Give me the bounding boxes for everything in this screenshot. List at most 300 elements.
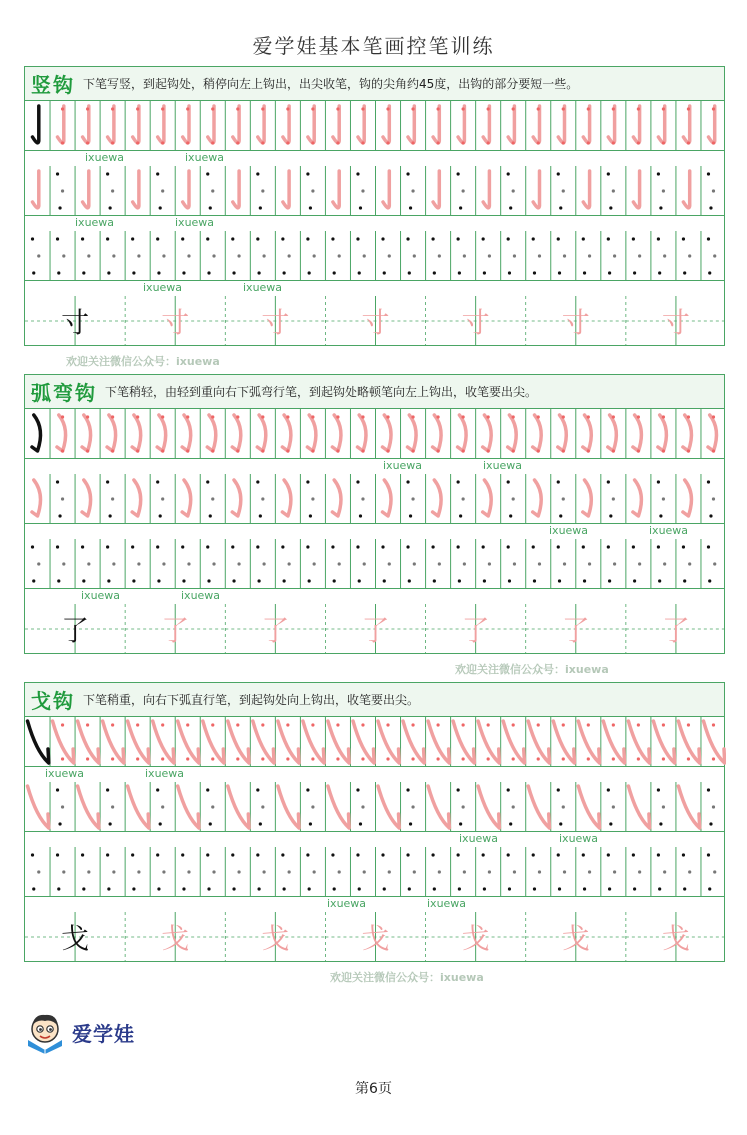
guide-dot <box>338 870 341 873</box>
guide-dot <box>712 805 715 808</box>
guide-dot <box>157 887 160 890</box>
guide-dot <box>161 723 164 726</box>
guide-dot <box>356 480 359 483</box>
model-stroke <box>28 721 49 763</box>
guide-dot <box>436 757 439 760</box>
guide-dot <box>358 579 361 582</box>
guide-dot <box>136 449 139 452</box>
trace-stroke <box>258 106 264 143</box>
guide-dot <box>181 237 184 240</box>
guide-dot <box>32 887 35 890</box>
guide-dot <box>157 579 160 582</box>
guide-dot <box>662 449 665 452</box>
guide-dot <box>311 805 314 808</box>
guide-dot <box>659 206 662 209</box>
guide-dot <box>408 271 411 274</box>
trace-stroke <box>283 106 289 143</box>
guide-dot <box>563 562 566 565</box>
guide-dot <box>356 545 359 548</box>
guide-dot <box>261 107 264 110</box>
guide-dot <box>107 579 110 582</box>
stroke-description: 下笔写竖，到起钩处，稍停向左上钩出，出尖收笔，钩的尖角约45度，出钩的部分要短一些。 <box>83 77 579 91</box>
guide-dot <box>463 254 466 257</box>
guide-dot <box>232 887 235 890</box>
trace-stroke <box>408 106 414 143</box>
stroke-name: 弧弯钩 <box>31 381 97 405</box>
guide-dot <box>388 562 391 565</box>
guide-dot <box>259 514 262 517</box>
guide-dot <box>457 545 460 548</box>
guide-dot <box>86 723 89 726</box>
guide-dot <box>637 449 640 452</box>
guide-dot <box>537 449 540 452</box>
guide-dot <box>431 853 434 856</box>
trace-stroke <box>257 415 266 451</box>
model-character: 戈 <box>61 922 90 955</box>
guide-dot <box>513 870 516 873</box>
guide-dot <box>311 497 314 500</box>
guide-dot <box>688 254 691 257</box>
guide-dot <box>256 237 259 240</box>
guide-dot <box>406 480 409 483</box>
guide-dot <box>607 172 610 175</box>
guide-dot <box>409 206 412 209</box>
guide-dot <box>537 141 540 144</box>
guide-dot <box>331 853 334 856</box>
guide-dot <box>288 562 291 565</box>
guide-dot <box>308 887 311 890</box>
trace-stroke <box>28 786 49 828</box>
guide-dot <box>61 189 64 192</box>
guide-dot <box>712 497 715 500</box>
guide-dot <box>662 189 665 192</box>
guide-dot <box>558 271 561 274</box>
guide-dot <box>533 271 536 274</box>
guide-dot <box>712 189 715 192</box>
trace-stroke <box>433 106 439 143</box>
trace-stroke <box>132 480 140 516</box>
guide-dot <box>306 853 309 856</box>
guide-dot <box>687 757 690 760</box>
trace-character: 了 <box>561 614 590 647</box>
guide-dot <box>712 449 715 452</box>
trace-stroke <box>128 721 149 763</box>
guide-dot <box>61 449 64 452</box>
guide-dot <box>512 449 515 452</box>
guide-dot <box>662 107 665 110</box>
guide-dot <box>211 497 214 500</box>
guide-dot <box>608 271 611 274</box>
guide-dot <box>107 887 110 890</box>
trace-stroke <box>332 480 341 516</box>
section-slant-hook <box>24 682 725 962</box>
guide-dot <box>457 237 460 240</box>
guide-dot <box>356 172 359 175</box>
trace-stroke <box>178 721 199 763</box>
watermark: ixuewa <box>559 832 599 845</box>
row-gap <box>24 459 725 474</box>
row-gap <box>24 524 725 539</box>
guide-dot <box>482 545 485 548</box>
watermark: ixuewa <box>175 216 215 229</box>
guide-dot <box>131 545 134 548</box>
trace-character: 寸 <box>461 306 490 339</box>
guide-dot <box>411 723 414 726</box>
guide-dot <box>512 497 515 500</box>
practice-row-trace-full <box>24 717 725 767</box>
guide-dot <box>632 545 635 548</box>
guide-dot <box>111 805 114 808</box>
stroke-description: 下笔稍轻，由轻到重向右下弧弯行笔，到起钩处略顿笔向左上钩出，收笔要出尖。 <box>105 385 538 399</box>
guide-dot <box>708 887 711 890</box>
guide-dot <box>657 480 660 483</box>
guide-dot <box>462 141 465 144</box>
guide-dot <box>512 805 515 808</box>
guide-dot <box>207 579 210 582</box>
guide-dot <box>612 449 615 452</box>
guide-dot <box>87 870 90 873</box>
guide-dot <box>211 141 214 144</box>
guide-dot <box>206 480 209 483</box>
guide-dot <box>406 853 409 856</box>
row-gap <box>24 767 725 782</box>
guide-dot <box>459 822 462 825</box>
guide-dot <box>411 189 414 192</box>
guide-dot <box>206 545 209 548</box>
guide-dot <box>537 415 540 418</box>
guide-dot <box>211 723 214 726</box>
trace-stroke <box>533 415 542 451</box>
guide-dot <box>583 579 586 582</box>
guide-dot <box>483 271 486 274</box>
model-character: 寸 <box>61 306 90 339</box>
trace-stroke <box>378 786 399 828</box>
guide-dot <box>713 870 716 873</box>
trace-stroke <box>233 171 239 208</box>
guide-dot <box>333 887 336 890</box>
guide-dot <box>662 497 665 500</box>
guide-dot <box>406 237 409 240</box>
trace-stroke <box>578 786 599 828</box>
guide-dot <box>111 415 114 418</box>
section-header <box>24 66 725 101</box>
guide-dot <box>359 206 362 209</box>
guide-dot <box>483 887 486 890</box>
trace-stroke <box>108 106 114 143</box>
guide-dot <box>408 579 411 582</box>
guide-dot <box>436 449 439 452</box>
guide-dot <box>86 141 89 144</box>
guide-dot <box>457 172 460 175</box>
guide-dot <box>633 887 636 890</box>
guide-dot <box>612 805 615 808</box>
row-gap <box>24 589 725 604</box>
trace-stroke <box>32 480 41 516</box>
guide-dot <box>261 449 264 452</box>
guide-dot <box>381 545 384 548</box>
guide-dot <box>436 107 439 110</box>
guide-dot <box>459 514 462 517</box>
guide-dot <box>406 788 409 791</box>
trace-stroke <box>628 786 649 828</box>
watermark: ixuewa <box>143 281 183 294</box>
guide-dot <box>512 757 515 760</box>
guide-dot <box>32 579 35 582</box>
guide-dot <box>588 562 591 565</box>
guide-dot <box>458 887 461 890</box>
trace-stroke <box>558 415 566 451</box>
guide-dot <box>457 480 460 483</box>
guide-dot <box>106 853 109 856</box>
guide-dot <box>212 562 215 565</box>
guide-dot <box>132 271 135 274</box>
guide-dot <box>336 415 339 418</box>
page-title: 爱学娃基本笔画控笔训练 <box>252 34 495 58</box>
guide-dot <box>211 757 214 760</box>
guide-dot <box>657 172 660 175</box>
guide-dot <box>608 887 611 890</box>
guide-dot <box>207 271 210 274</box>
guide-dot <box>557 545 560 548</box>
guide-dot <box>386 415 389 418</box>
trace-stroke <box>333 106 339 143</box>
guide-dot <box>56 237 59 240</box>
trace-stroke <box>82 415 90 451</box>
trace-stroke <box>528 786 549 828</box>
row-gap <box>24 897 725 912</box>
guide-dot <box>286 107 289 110</box>
guide-dot <box>62 254 65 257</box>
guide-dot <box>431 237 434 240</box>
guide-dot <box>311 415 314 418</box>
guide-dot <box>57 887 60 890</box>
practice-row-character <box>24 296 725 346</box>
guide-dot <box>361 141 364 144</box>
guide-dot <box>112 562 115 565</box>
guide-dot <box>162 870 165 873</box>
guide-dot <box>313 562 316 565</box>
trace-stroke <box>133 171 139 208</box>
guide-dot <box>87 254 90 257</box>
guide-dot <box>562 189 565 192</box>
guide-dot <box>662 415 665 418</box>
trace-stroke <box>628 721 649 763</box>
guide-dot <box>709 206 712 209</box>
guide-dot <box>411 415 414 418</box>
guide-dot <box>338 254 341 257</box>
guide-dot <box>411 497 414 500</box>
guide-dot <box>236 757 239 760</box>
guide-dot <box>186 723 189 726</box>
guide-dot <box>111 189 114 192</box>
guide-dot <box>663 870 666 873</box>
trace-stroke <box>508 415 516 451</box>
guide-dot <box>562 141 565 144</box>
guide-dot <box>637 107 640 110</box>
guide-dot <box>462 497 465 500</box>
guide-dot <box>81 237 84 240</box>
guide-dot <box>286 449 289 452</box>
guide-dot <box>533 887 536 890</box>
guide-dot <box>257 887 260 890</box>
guide-dot <box>288 254 291 257</box>
guide-dot <box>181 545 184 548</box>
guide-dot <box>713 254 716 257</box>
guide-dot <box>186 141 189 144</box>
guide-dot <box>438 254 441 257</box>
guide-dot <box>283 887 286 890</box>
guide-dot <box>256 480 259 483</box>
guide-dot <box>707 545 710 548</box>
guide-dot <box>558 887 561 890</box>
guide-dot <box>562 805 565 808</box>
guide-dot <box>306 788 309 791</box>
guide-dot <box>137 562 140 565</box>
guide-dot <box>288 870 291 873</box>
guide-dot <box>187 562 190 565</box>
footnote: 欢迎关注微信公众号：ixuewa <box>330 971 484 984</box>
guide-dot <box>533 579 536 582</box>
guide-dot <box>411 449 414 452</box>
trace-stroke <box>158 106 164 143</box>
trace-stroke <box>253 721 274 763</box>
trace-stroke <box>678 721 699 763</box>
guide-dot <box>409 822 412 825</box>
guide-dot <box>56 545 59 548</box>
guide-dot <box>436 415 439 418</box>
watermark: ixuewa <box>649 524 689 537</box>
guide-dot <box>61 415 64 418</box>
guide-dot <box>58 822 61 825</box>
guide-dot <box>559 822 562 825</box>
guide-dot <box>588 870 591 873</box>
guide-dot <box>663 254 666 257</box>
guide-dot <box>613 562 616 565</box>
trace-stroke <box>207 415 215 451</box>
guide-dot <box>186 415 189 418</box>
guide-dot <box>411 757 414 760</box>
guide-dot <box>512 723 515 726</box>
brand-logo <box>24 1010 135 1054</box>
guide-dot <box>236 449 239 452</box>
trace-stroke <box>58 106 64 143</box>
guide-dot <box>512 107 515 110</box>
guide-dot <box>408 887 411 890</box>
trace-stroke <box>178 786 199 828</box>
guide-dot <box>132 579 135 582</box>
guide-dot <box>657 853 660 856</box>
guide-dot <box>81 545 84 548</box>
guide-dot <box>431 545 434 548</box>
guide-dot <box>112 254 115 257</box>
guide-dot <box>261 189 264 192</box>
trace-stroke <box>282 415 290 451</box>
guide-dot <box>231 853 234 856</box>
trace-stroke <box>533 171 539 208</box>
guide-dot <box>311 107 314 110</box>
guide-dot <box>709 822 712 825</box>
guide-dot <box>262 562 265 565</box>
guide-dot <box>333 271 336 274</box>
watermark: ixuewa <box>459 832 499 845</box>
guide-dot <box>182 887 185 890</box>
guide-dot <box>383 579 386 582</box>
guide-dot <box>131 237 134 240</box>
guide-dot <box>612 107 615 110</box>
guide-dot <box>31 853 34 856</box>
trace-character: 了 <box>261 614 290 647</box>
trace-stroke <box>678 786 699 828</box>
guide-dot <box>336 107 339 110</box>
trace-stroke <box>483 415 491 451</box>
guide-dot <box>136 107 139 110</box>
guide-dot <box>156 788 159 791</box>
guide-dot <box>62 870 65 873</box>
trace-stroke <box>583 106 589 143</box>
trace-stroke <box>709 106 715 143</box>
guide-dot <box>257 579 260 582</box>
guide-dot <box>308 579 311 582</box>
guide-dot <box>609 206 612 209</box>
guide-dot <box>487 107 490 110</box>
guide-dot <box>112 870 115 873</box>
trace-stroke <box>303 721 324 763</box>
section-vertical-hook <box>24 66 725 346</box>
practice-row-trace-full <box>24 101 725 151</box>
guide-dot <box>57 271 60 274</box>
guide-dot <box>612 415 615 418</box>
guide-dot <box>413 254 416 257</box>
guide-dot <box>457 788 460 791</box>
guide-dot <box>582 237 585 240</box>
guide-dot <box>507 237 510 240</box>
trace-stroke <box>528 721 549 763</box>
guide-dot <box>311 449 314 452</box>
guide-dot <box>612 497 615 500</box>
guide-dot <box>708 271 711 274</box>
guide-dot <box>612 723 615 726</box>
guide-dot <box>206 788 209 791</box>
trace-stroke <box>83 106 89 143</box>
trace-stroke <box>307 415 316 451</box>
guide-dot <box>186 449 189 452</box>
guide-dot <box>386 723 389 726</box>
guide-dot <box>62 562 65 565</box>
guide-dot <box>487 415 490 418</box>
guide-dot <box>161 497 164 500</box>
trace-stroke <box>132 415 140 451</box>
guide-dot <box>358 887 361 890</box>
guide-dot <box>61 141 64 144</box>
guide-dot <box>532 853 535 856</box>
guide-dot <box>306 172 309 175</box>
guide-dot <box>261 497 264 500</box>
guide-dot <box>507 545 510 548</box>
guide-dot <box>587 723 590 726</box>
guide-dot <box>237 870 240 873</box>
guide-dot <box>559 206 562 209</box>
guide-dot <box>336 723 339 726</box>
trace-stroke <box>433 415 441 451</box>
trace-stroke <box>378 721 399 763</box>
guide-dot <box>256 172 259 175</box>
guide-dot <box>231 545 234 548</box>
guide-dot <box>232 579 235 582</box>
guide-dot <box>433 887 436 890</box>
guide-dot <box>409 514 412 517</box>
guide-dot <box>256 545 259 548</box>
guide-dot <box>206 853 209 856</box>
